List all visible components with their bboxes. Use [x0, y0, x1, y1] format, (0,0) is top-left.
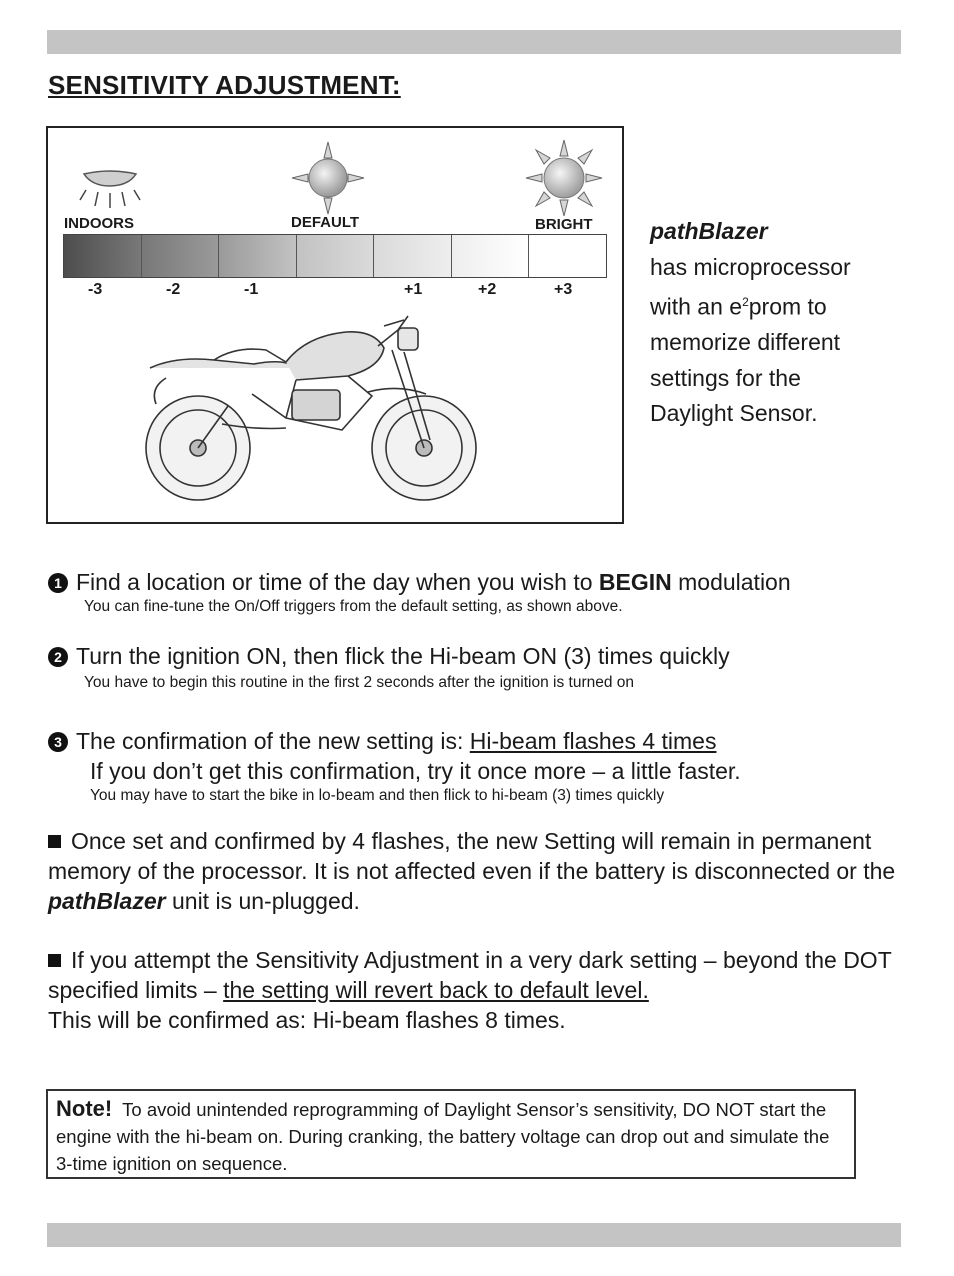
bottom-divider-bar	[47, 1223, 901, 1247]
scale-tick: -2	[166, 281, 181, 298]
scale-tick: -3	[88, 281, 103, 298]
step-2	[48, 643, 908, 692]
step-text: The confirmation of the new setting is:	[76, 728, 470, 754]
step-3	[48, 728, 908, 805]
step-text-bold: BEGIN	[598, 569, 672, 595]
step-main	[48, 728, 908, 755]
side-line: Daylight Sensor.	[650, 400, 818, 427]
step-text: Find a location or time of the day when you wish to	[76, 569, 599, 595]
step-main	[48, 569, 908, 596]
scale-tick: +2	[478, 281, 497, 298]
step-subtext: You have to begin this routine in the first 2 seconds after the ignition is turned on	[84, 674, 635, 691]
scale-tick: +1	[404, 281, 423, 298]
note-box	[46, 1089, 856, 1179]
step-line: If you don’t get this confirmation, try it once more – a little faster.	[90, 758, 741, 784]
brand-name: pathBlazer	[48, 888, 166, 914]
step-main	[48, 643, 908, 670]
para-text: unit is un-plugged.	[165, 888, 360, 914]
superscript: 2	[742, 295, 749, 309]
para-text: Once set and confirmed by 4 flashes, the new Setting will remain in permanent memory of the processor. It is not affected even if the battery is disconnected or the	[48, 828, 896, 884]
page-title: SENSITIVITY ADJUSTMENT:	[48, 70, 401, 100]
sensitivity-figure	[46, 126, 624, 524]
step-1	[48, 569, 908, 616]
scale-segment	[374, 235, 452, 277]
bright-sun-icon	[524, 138, 604, 218]
para-text: This will be confirmed as: Hi-beam flashes 8 times.	[48, 1007, 566, 1033]
note-label: Note!	[56, 1096, 113, 1121]
step-subtext: You may have to start the bike in lo-beam and then flick to hi-beam (3) times quickly	[90, 787, 665, 804]
label-default: DEFAULT	[291, 214, 360, 231]
side-line: settings for the	[650, 364, 801, 391]
step-number-icon: 2	[48, 647, 68, 667]
para-text-underlined: the setting will revert back to default level.	[223, 977, 649, 1003]
scale-segment	[529, 235, 606, 277]
sensitivity-scale	[63, 234, 607, 278]
step-number-icon: 3	[48, 732, 68, 752]
scale-segment	[142, 235, 220, 277]
step-subtext: You can fine-tune the On/Off triggers from the default setting, as shown above.	[84, 598, 623, 615]
para-text: If you attempt the Sensitivity Adjustment in a very dark setting – beyond the DOT specified limits –	[48, 947, 892, 1003]
info-paragraph-dark-setting	[48, 945, 898, 1035]
label-bright: BRIGHT	[535, 216, 593, 233]
brand-name: pathBlazer	[650, 218, 768, 244]
side-description	[650, 214, 910, 432]
bullet-square-icon	[48, 954, 61, 967]
scale-segment	[219, 235, 297, 277]
step-text: modulation	[671, 569, 791, 595]
scale-segment	[452, 235, 530, 277]
side-line-part: with an e	[650, 293, 743, 320]
indoor-lamp-icon	[70, 166, 150, 214]
note-text: To avoid unintended reprogramming of Daylight Sensor’s sensitivity, DO NOT start the engine with the hi-beam on. During cranking, the battery voltage can drop out and simulate the 3-time ignition on sequence.	[56, 1099, 830, 1174]
top-divider-bar	[47, 30, 901, 54]
label-indoors: INDOORS	[64, 215, 135, 232]
step-text-underlined: Hi-beam flashes 4 times	[469, 728, 717, 754]
info-paragraph-memory	[48, 826, 898, 916]
scale-tick: -1	[244, 281, 259, 298]
side-line: has microprocessor	[650, 253, 851, 280]
scale-segment	[297, 235, 375, 277]
scale-tick: +3	[554, 281, 573, 298]
step-number-icon: 1	[48, 573, 68, 593]
side-line	[650, 285, 910, 325]
bullet-square-icon	[48, 835, 61, 848]
step-text: Turn the ignition ON, then flick the Hi-beam ON (3) times quickly	[76, 643, 730, 669]
side-line: memorize different	[650, 329, 841, 356]
default-sun-icon	[288, 140, 368, 216]
side-line-part: prom to	[748, 293, 827, 320]
motorcycle-illustration	[136, 306, 496, 510]
scale-segment	[64, 235, 142, 277]
